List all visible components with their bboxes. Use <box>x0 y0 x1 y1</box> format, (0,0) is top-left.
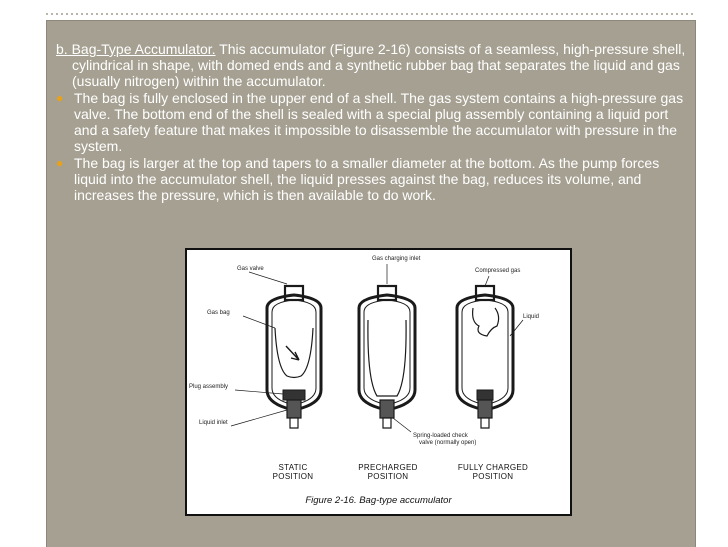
position-line: POSITION <box>272 472 314 481</box>
label-liquid-inlet: Liquid inlet <box>199 420 228 426</box>
accumulator-precharged <box>359 286 415 428</box>
accumulator-fully-charged <box>457 286 523 428</box>
position-label-static <box>253 463 333 481</box>
figure-bag-type-accumulator <box>185 248 572 516</box>
label-valve-normally-open: valve (normally open) <box>419 440 477 446</box>
label-gas-bag: Gas bag <box>207 310 230 316</box>
bullet-icon: ● <box>56 91 64 105</box>
paragraph-bag-type <box>56 41 686 89</box>
label-plug-assembly: Plug assembly <box>189 384 229 390</box>
bullet-item <box>56 155 686 203</box>
figure-caption: Figure 2-16. Bag-type accumulator <box>305 495 452 506</box>
label-liquid: Liquid <box>523 314 540 320</box>
position-line: POSITION <box>472 472 514 481</box>
bullet-icon: ● <box>56 156 64 170</box>
position-line: PRECHARGED <box>358 463 418 472</box>
position-line: POSITION <box>367 472 409 481</box>
bullet-text: The bag is fully enclosed in the upper end of a shell. The gas system contains a high-pressure gas valve. The bottom end of the shell is sealed with a special plug assembly containing a liquid port and a safety feature that makes it impossible to disassemble the accumulator with pressure in the system. <box>74 90 684 154</box>
position-label-fully-charged <box>445 463 541 481</box>
position-line: FULLY CHARGED <box>457 463 529 472</box>
paragraph-lead: b. Bag-Type Accumulator. <box>56 41 216 57</box>
label-spring-loaded-check: Spring-loaded check <box>413 433 468 439</box>
label-gas-charging-inlet: Gas charging inlet <box>372 256 421 262</box>
position-label-precharged <box>343 463 433 481</box>
label-gas-valve: Gas valve <box>237 266 264 272</box>
position-line: STATIC <box>278 463 308 472</box>
dotted-top-border <box>46 10 696 18</box>
body-text <box>56 41 686 204</box>
bullet-text: The bag is larger at the top and tapers to a smaller diameter at the bottom. As the pump forces liquid into the accumulator shell, the liquid presses against the bag, reduces its volume, and increases the pressure, which is then available to do work. <box>74 155 660 203</box>
bullet-item <box>56 90 686 154</box>
accumulator-static <box>267 286 321 428</box>
paragraph-text: This accumulator (Figure 2-16) consists of a seamless, high-pressure shell, cylindrical in shape, with domed ends and a synthetic rubber bag that separates the liquid and gas (usually nitrogen) within the accumulator. <box>72 41 686 89</box>
label-compressed-gas: Compressed gas <box>475 268 521 274</box>
